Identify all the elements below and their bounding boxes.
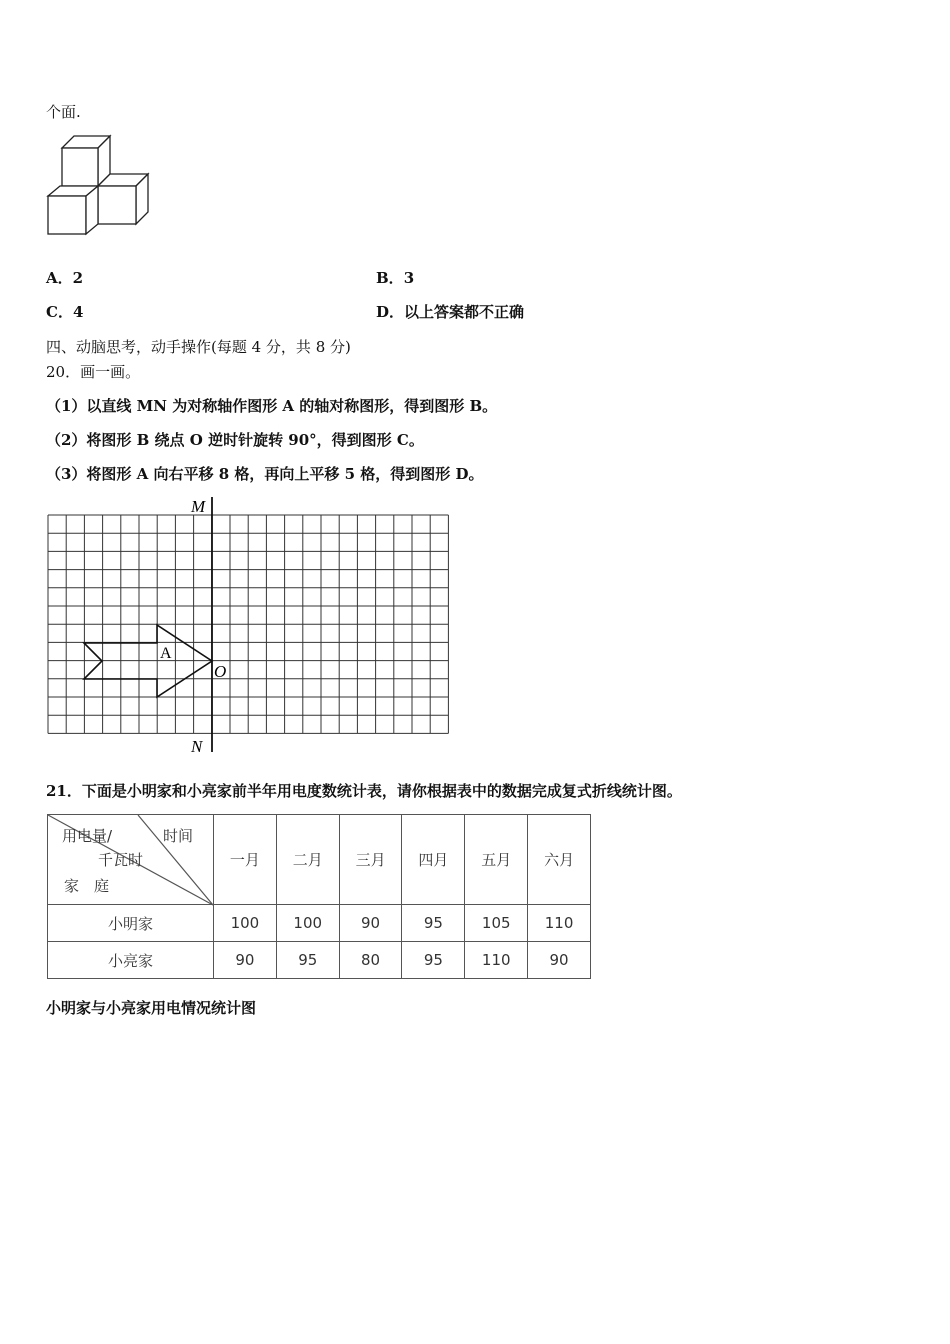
top-fragment-text: 个面. — [46, 103, 81, 121]
table-cell: 95 — [402, 942, 465, 979]
table-header-row — [48, 815, 591, 905]
option-d-letter: D． — [376, 303, 405, 321]
section-heading: 四、动脑思考，动手操作(每题 4 分，共 8 分) — [46, 338, 351, 356]
table-cell: 100 — [214, 905, 277, 942]
month-header: 一月 — [214, 815, 277, 905]
month-header: 四月 — [402, 815, 465, 905]
usage-table — [47, 814, 591, 979]
table-row — [48, 905, 591, 942]
row-family-name: 小亮家 — [48, 942, 214, 979]
corner-family-label: 家 庭 — [64, 877, 110, 895]
option-d-text: 以上答案都不正确 — [404, 303, 525, 321]
corner-unit-label: 千瓦时 — [98, 851, 144, 869]
table-corner-cell — [48, 815, 214, 905]
option-a-letter: A． — [46, 269, 73, 287]
q20-item-2: （2）将图形 B 绕点 O 逆时针旋转 90°，得到图形 C。 — [46, 431, 424, 449]
table-cell: 95 — [402, 905, 465, 942]
table-cell: 90 — [214, 942, 277, 979]
option-b-letter: B． — [376, 269, 404, 287]
corner-time-label: 时间 — [163, 827, 194, 845]
table-row — [48, 942, 591, 979]
q20-title: 20．画一画。 — [46, 363, 141, 381]
corner-usage-label: 用电量/ — [62, 827, 113, 845]
q20-item-3: （3）将图形 A 向右平移 8 格，再向上平移 5 格，得到图形 D。 — [46, 465, 484, 483]
month-header: 六月 — [528, 815, 591, 905]
table-cell: 110 — [528, 905, 591, 942]
table-cell: 100 — [276, 905, 339, 942]
option-c-text: 4 — [72, 303, 84, 321]
label-o: O — [214, 662, 227, 681]
month-header: 五月 — [465, 815, 528, 905]
table-cell: 95 — [276, 942, 339, 979]
q21-title: 21．下面是小明家和小亮家前半年用电度数统计表，请你根据表中的数据完成复式折线统计图。 — [46, 782, 682, 800]
month-header: 二月 — [276, 815, 339, 905]
option-b-text: 3 — [403, 269, 415, 287]
q20-item-1: （1）以直线 MN 为对称轴作图形 A 的轴对称图形，得到图形 B。 — [46, 397, 498, 415]
table-cell: 110 — [465, 942, 528, 979]
grid-lines — [48, 515, 448, 733]
option-a-text: 2 — [72, 269, 84, 287]
table-cell: 105 — [465, 905, 528, 942]
table-cell: 80 — [339, 942, 402, 979]
table-cell: 90 — [339, 905, 402, 942]
option-c-letter: C． — [46, 303, 73, 321]
table-cell: 90 — [528, 942, 591, 979]
label-m: M — [191, 497, 206, 516]
label-a: A — [160, 645, 172, 662]
month-header: 三月 — [339, 815, 402, 905]
row-family-name: 小明家 — [48, 905, 214, 942]
label-n: N — [191, 737, 203, 756]
chart-caption: 小明家与小亮家用电情况统计图 — [46, 999, 257, 1017]
